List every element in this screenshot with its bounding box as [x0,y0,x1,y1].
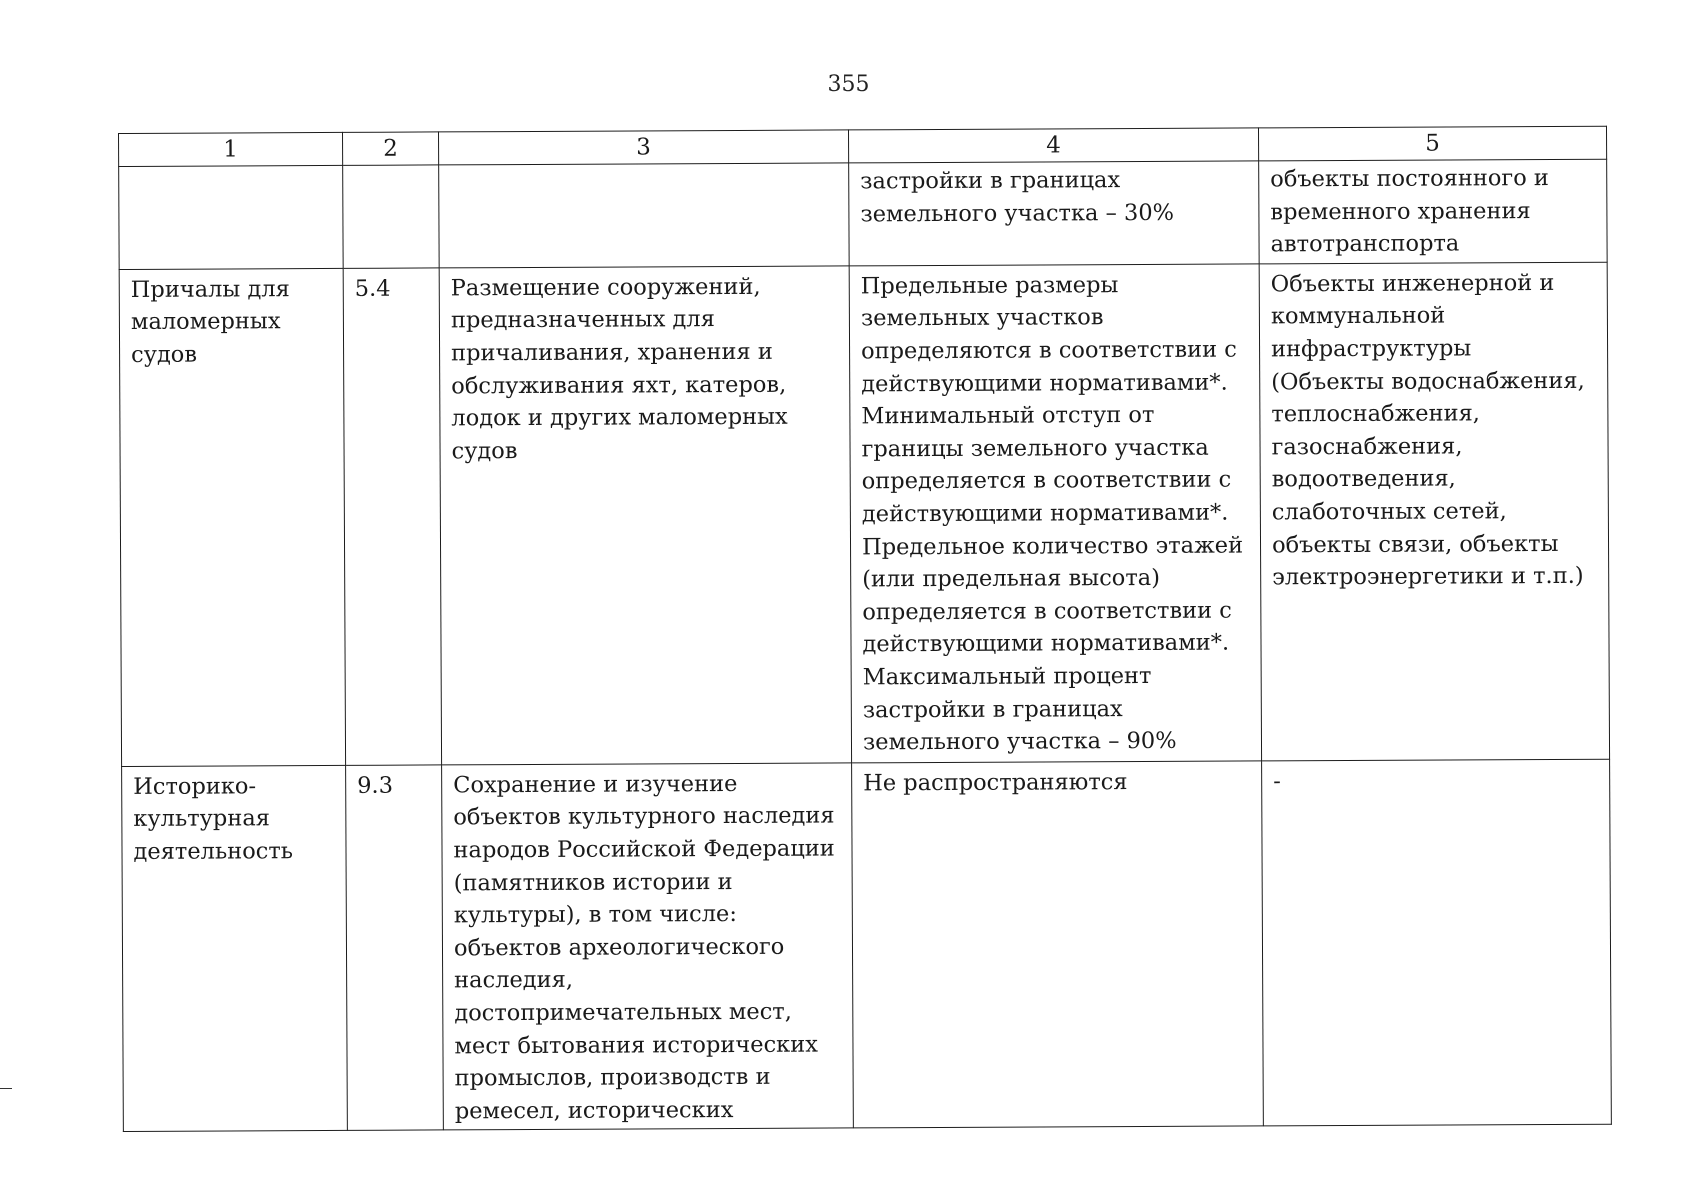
use-parameters-cell: Не распространяются [852,761,1264,1129]
table-row [119,262,1609,766]
auxiliary-uses-cell: - [1262,759,1612,1126]
column-header-3: 3 [438,130,848,165]
margin-mark [0,1088,12,1089]
table-row [119,159,1607,269]
use-description-cell: Размещение сооружений, предназначенных для причаливания, хранения и обслуживания яхт, катеров, лодок и других маломерных судов [439,266,851,765]
column-header-1: 1 [119,132,343,166]
auxiliary-uses-cell: Объекты инженерной и коммунальной инфраструктуры (Объекты водоснабжения, теплоснабжения, газоснабжения, водоотведения, слаботочных сетей, объекты связи, объекты электроэнергетики и т.п.) [1259,262,1609,761]
use-code-cell: 9.3 [346,765,444,1131]
use-description-cell [439,163,849,268]
use-name-cell: Историко- культурная деятельность [122,765,348,1132]
column-header-5: 5 [1258,126,1606,161]
use-parameters-cell: Предельные размеры земельных участков определяются в соответствии с действующими нормативами*. Минимальный отступ от границы земельного участка определяется в соответствии с действующими нормативами*. Предельное количество этажей (или предельная высота) определяется в соответствии с действующими нормативами*. Максимальный процент застройки в границах земельного участка – 90% [849,264,1261,763]
page-number: 355 [827,72,870,97]
use-description-cell: Сохранение и изучение объектов культурного наследия народов Российской Федерации (памятников истории и культуры), в том числе: объектов археологического наследия, достопримечательных мест, мест бытования исторических промыслов, производств и ремесел, исторических [442,763,854,1131]
column-header-4: 4 [848,128,1258,163]
table-row [122,759,1612,1132]
use-name-cell: Причалы для маломерных судов [119,268,345,766]
use-code-cell: 5.4 [343,268,441,765]
land-use-table [118,126,1612,1133]
use-parameters-cell: застройки в границах земельного участка – 30% [849,161,1259,266]
table-body [119,159,1612,1132]
use-name-cell [119,165,343,269]
auxiliary-uses-cell: объекты постоянного и временного хранения автотранспорта [1259,159,1607,263]
column-header-2: 2 [342,132,438,165]
use-code-cell [343,165,440,268]
